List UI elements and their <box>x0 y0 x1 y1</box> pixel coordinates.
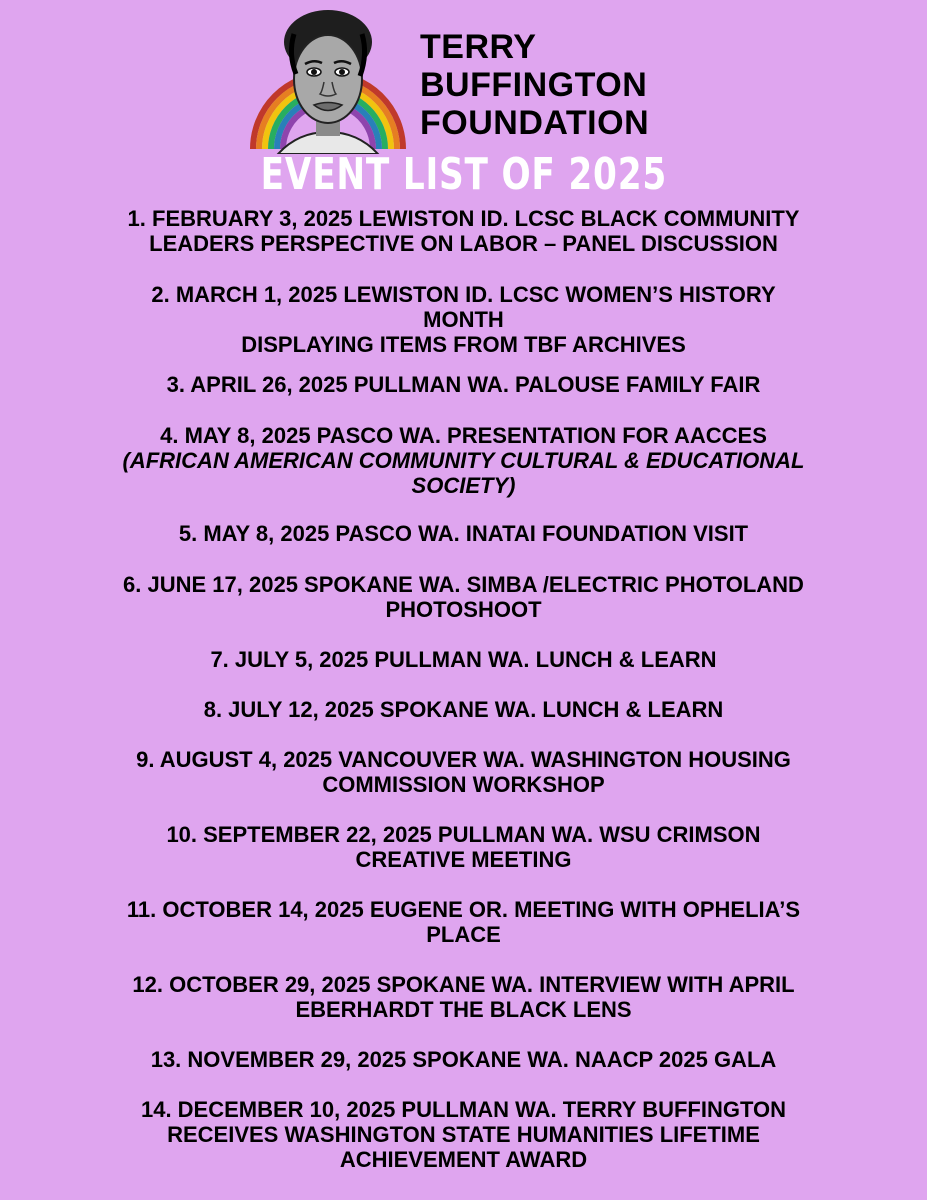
event-item-5 <box>40 521 887 546</box>
event-list-title: EVENT LIST OF 2025 <box>260 149 668 200</box>
event-line: EBERHARDT THE BLACK LENS <box>295 997 632 1022</box>
event-line: 12. OCTOBER 29, 2025 SPOKANE WA. INTERVIEW WITH APRIL <box>132 972 795 997</box>
event-line: 5. MAY 8, 2025 PASCO WA. INATAI FOUNDATION VISIT <box>178 521 749 546</box>
organization-name <box>420 28 649 142</box>
event-line: 14. DECEMBER 10, 2025 PULLMAN WA. TERRY BUFFINGTON <box>140 1097 787 1122</box>
event-line: 10. SEPTEMBER 22, 2025 PULLMAN WA. WSU CRIMSON <box>166 822 761 847</box>
event-line: PHOTOSHOOT <box>385 597 542 622</box>
event-line: RECEIVES WASHINGTON STATE HUMANITIES LIFETIME <box>167 1122 760 1147</box>
org-name-line-2: BUFFINGTON <box>420 66 648 104</box>
event-line: SOCIETY) <box>411 473 516 498</box>
event-line: 4. MAY 8, 2025 PASCO WA. PRESENTATION FOR AACCES <box>160 423 767 448</box>
event-line: PLACE <box>426 922 501 947</box>
event-line: 13. NOVEMBER 29, 2025 SPOKANE WA. NAACP 2025 GALA <box>150 1047 777 1072</box>
event-line: DISPLAYING ITEMS FROM TBF ARCHIVES <box>241 332 686 357</box>
event-line: 9. AUGUST 4, 2025 VANCOUVER WA. WASHINGTON HOUSING <box>136 747 791 772</box>
event-line: 6. JUNE 17, 2025 SPOKANE WA. SIMBA /ELECTRIC PHOTOLAND <box>123 572 804 597</box>
header <box>0 0 927 155</box>
event-line: 2. MARCH 1, 2025 LEWISTON ID. LCSC WOMEN’S HISTORY <box>151 282 776 307</box>
event-item-12 <box>40 972 887 1022</box>
event-line: 1. FEBRUARY 3, 2025 LEWISTON ID. LCSC BLACK COMMUNITY <box>127 206 800 231</box>
org-name-line-1: TERRY <box>420 28 537 66</box>
event-item-3 <box>40 372 887 397</box>
event-item-7 <box>40 647 887 672</box>
event-line: MONTH <box>423 307 504 332</box>
event-item-13 <box>40 1047 887 1072</box>
foundation-logo-portrait <box>248 4 408 154</box>
event-line: LEADERS PERSPECTIVE ON LABOR – PANEL DISCUSSION <box>149 231 778 256</box>
event-item-11 <box>40 897 887 947</box>
event-item-6 <box>40 572 887 622</box>
event-line: ACHIEVEMENT AWARD <box>339 1147 588 1172</box>
event-line: COMMISSION WORKSHOP <box>322 772 605 797</box>
event-line: CREATIVE MEETING <box>355 847 572 872</box>
event-item-8 <box>40 697 887 722</box>
org-name-line-3: FOUNDATION <box>420 104 650 142</box>
event-item-10 <box>40 822 887 872</box>
event-line: 11. OCTOBER 14, 2025 EUGENE OR. MEETING WITH OPHELIA’S <box>126 897 801 922</box>
event-line: 7. JULY 5, 2025 PULLMAN WA. LUNCH & LEARN <box>210 647 717 672</box>
event-item-9 <box>40 747 887 797</box>
event-item-14 <box>40 1097 887 1172</box>
event-line: 3. APRIL 26, 2025 PULLMAN WA. PALOUSE FAMILY FAIR <box>166 372 761 397</box>
event-item-4 <box>40 423 887 498</box>
event-line: 8. JULY 12, 2025 SPOKANE WA. LUNCH & LEARN <box>203 697 724 722</box>
event-item-2 <box>40 282 887 357</box>
event-item-1 <box>40 206 887 256</box>
event-line: (AFRICAN AMERICAN COMMUNITY CULTURAL & EDUCATIONAL <box>122 448 805 473</box>
